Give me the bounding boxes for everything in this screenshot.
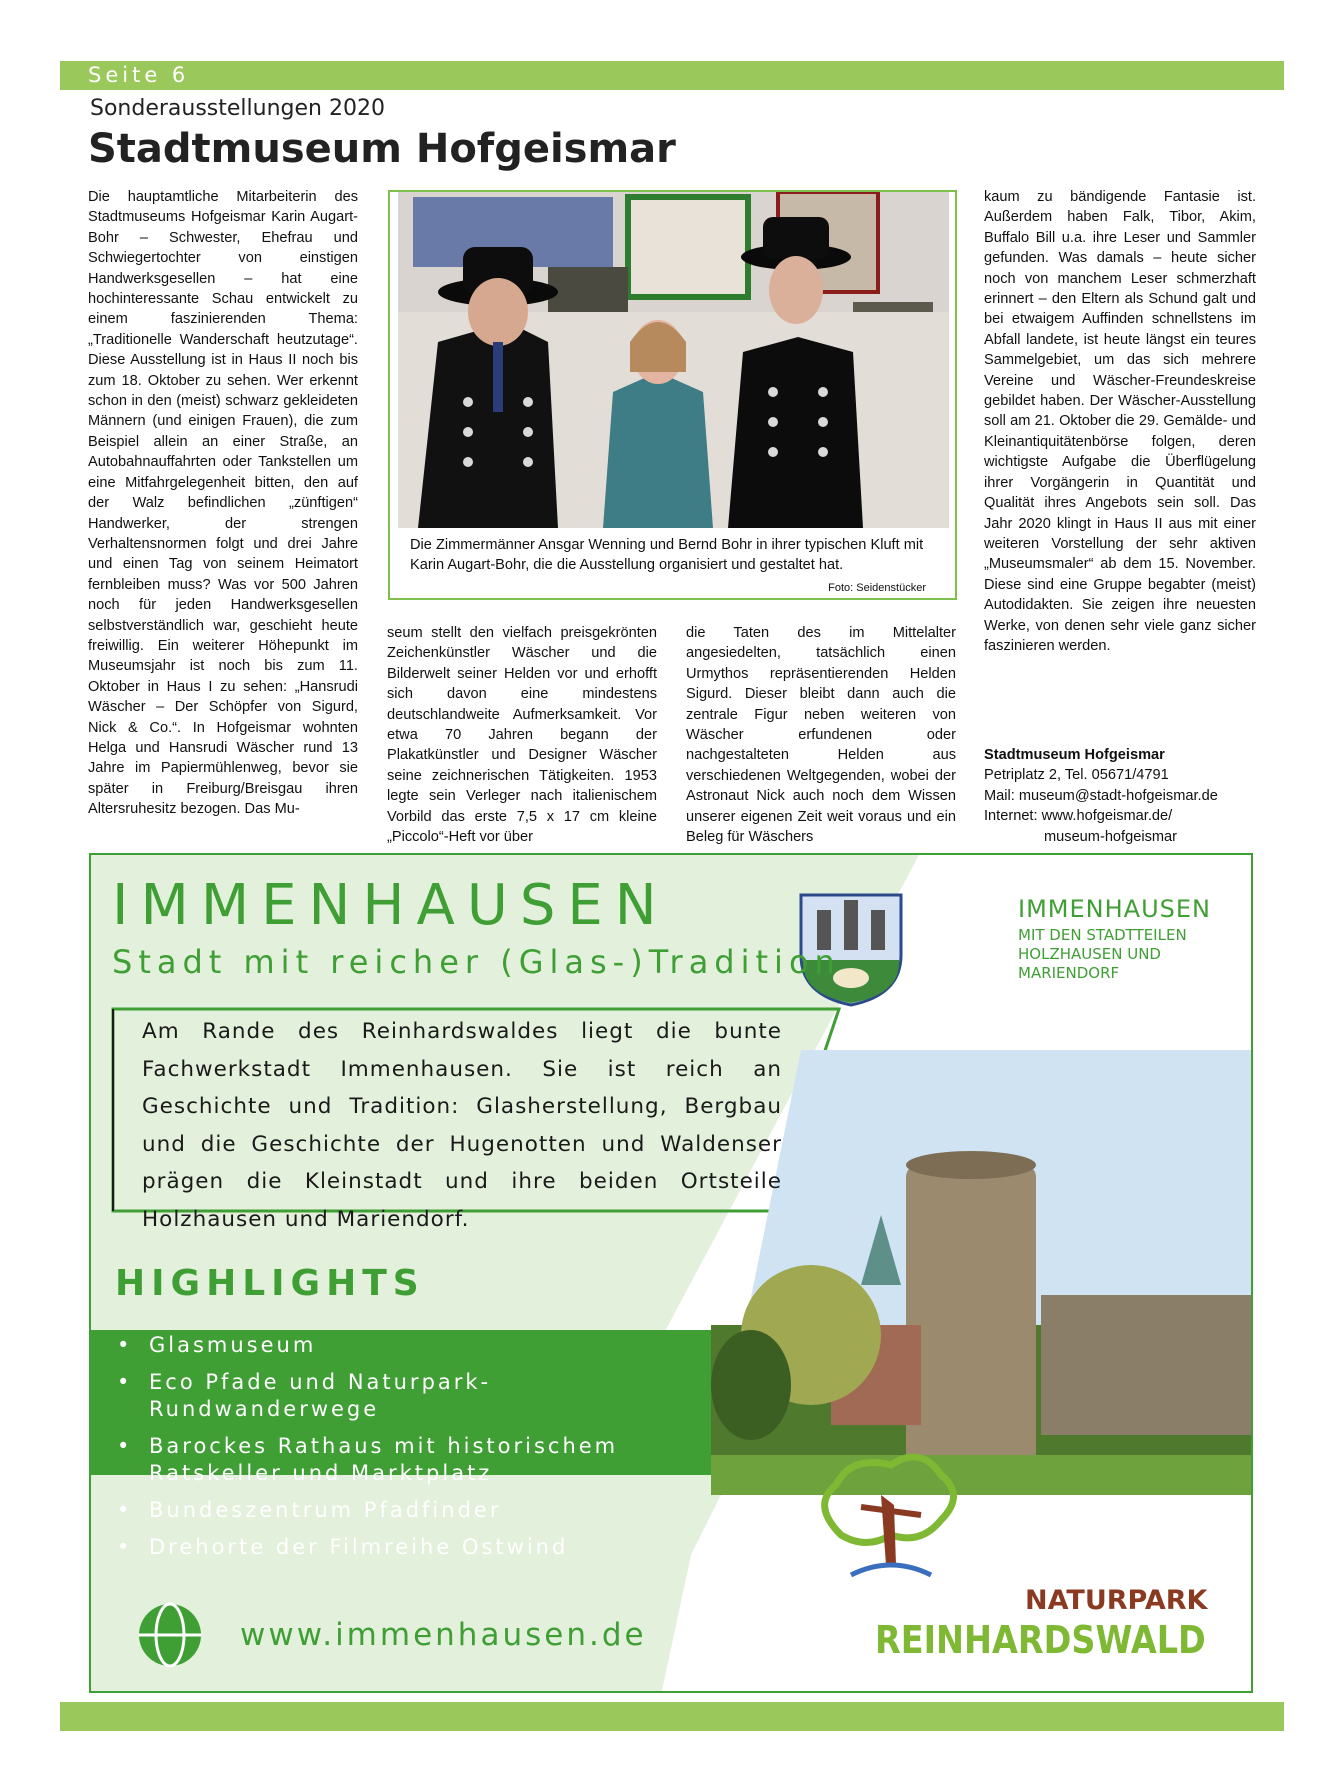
photo-illustration bbox=[398, 192, 949, 528]
photo-caption: Die Zimmermänner Ansgar Wenning und Bernd Bohr in ihrer typischen Kluft mit Karin Augart-Bohr, die die Ausstellung organisiert und gestaltet hat. bbox=[410, 537, 924, 574]
ad-title: IMMENHAUSEN bbox=[112, 873, 669, 938]
naturpark-title: NATURPARK bbox=[1025, 1585, 1208, 1616]
article-title: Stadtmuseum Hofgeismar bbox=[88, 126, 676, 172]
highlights-title: HIGHLIGHTS bbox=[115, 1263, 425, 1304]
ad-intro-text: Am Rande des Reinhardswaldes liegt die bunte Fachwerkstadt Immenhausen. Sie ist reich an Geschichte und Tradition: Glasherstellung, Bergbau und die Geschichte der Hugenotten und Waldenser prägen die Kleinstadt und ihre beiden Ortsteile Holzhausen und Mariendorf. bbox=[142, 1019, 782, 1232]
photo-carpenters bbox=[398, 192, 949, 528]
article-kicker: Sonderausstellungen 2020 bbox=[90, 96, 385, 121]
tower-photo bbox=[711, 1050, 1253, 1495]
naturpark-name: REINHARDSWALD bbox=[875, 1618, 1206, 1662]
contact-name: Stadtmuseum Hofgeismar bbox=[984, 747, 1165, 763]
article-column-2: seum stellt den vielfach preisgekrönten Zeichenkünstler Wäscher und die Bilderwelt seiner Helden vor und erhofft sich davon eine mindestens deutschlandweite Aufmerksamkeit. Vor etwa 70 Jahren begann der Plakatkünstler und Designer Wäscher seine zeichnerischen Tätigkeiten. 1953 legte sein Verleger nach italienischem Vorbild das erste 7,5 x 17 cm kleine „Piccolo“-Heft vor über bbox=[387, 625, 657, 846]
page-header-bar bbox=[60, 61, 1284, 90]
photo-credit: Foto: Seidenstücker bbox=[828, 582, 926, 594]
page-footer-bar bbox=[60, 1702, 1284, 1731]
highlight-item: • Barockes Rathaus mit historischem Ratskeller und Marktplatz bbox=[117, 1433, 637, 1487]
logo-city-name: IMMENHAUSEN bbox=[1018, 895, 1211, 923]
article-column-4: kaum zu bändigende Fantasie ist. Außerdem haben Falk, Tibor, Akim, Buffalo Bill u.a. ihre Leser und Sammler gefunden. Was damals – heute sicher noch von manchem Leser schmerzhaft erinnert – den Eltern als Schund galt und bei etwaigem Auffinden schnellstens im Abfall landete, ist heute längst ein teures Sammelgebiet, um das sich mehrere Vereine und Wäscher-Freundeskreise gebildet haben. Der Wäscher-Ausstellung soll am 21. Oktober die 29. Gemälde- und Kleinantiquitätenbörse folgen, deren wichtigste Aufgabe die Überflügelung ihrer Vorgängerin in Quantität und Qualität ihres Angebots sein soll. Das Jahr 2020 klingt in Haus II aus mit einer weiteren Vorstellung der sehr aktiven „Museumsmaler“ ab dem 15. November. Diese sind eine Gruppe begabter (meist) Autodidakten. Sie zeigen ihre neuesten Werke, von denen sehr viele ganz sicher faszinieren werden. bbox=[984, 189, 1256, 654]
museum-contact bbox=[984, 745, 1256, 847]
highlights-list bbox=[117, 1332, 637, 1571]
contact-mail[interactable]: Mail: museum@stadt-hofgeismar.de bbox=[984, 787, 1218, 804]
ad-subtitle: Stadt mit reicher (Glas-)Tradition bbox=[112, 943, 841, 981]
article-column-3: die Taten des im Mittelalter angesiedelten, tatsächlich einen Urmythos repräsentierenden Helden Sigurd. Dieser bleibt dann auch die zentrale Figur neben weiteren von Wäscher erfundenen oder nachgestalteten Helden aus verschiedenen Weltgegenden, wobei der Astronaut Nick auch noch dem Wissen unserer eigenen Zeit weit voraus und ein Beleg für Wäschers bbox=[686, 625, 956, 846]
highlight-item: • Glasmuseum bbox=[117, 1332, 637, 1359]
article-column-1: Die hauptamtliche Mitarbeiterin des Stadtmuseums Hofgeismar Karin Augart-Bohr – Schwester, Ehefrau und Schwiegertochter von einstigen Handwerksgesellen – hat eine hochinteressante Schau entwickelt zu einem faszinierenden Thema: „Traditionelle Wanderschaft heutzutage“. Diese Ausstellung ist in Haus II noch bis zum 18. Oktober zu sehen. Wer erkennt schon in den (meist) schwarz gekleideten Männern (und einigen Frauen), die zum Beispiel allein an einer Straße, an Autobahnauffahrten oder Tankstellen um eine Mitfahrgelegenheit bitten, den auf der Walz befindlichen „zünftigen“ Handwerker, der strengen Verhaltensnormen folgt und drei Jahre und einen Tag von seinem Heimatort fernbleiben muss? Was vor 500 Jahren noch für jeden Handwerksgesellen selbstverständlich war, geschieht heute freiwillig. Ein weiterer Höhepunkt im Museumsjahr ist noch bis zum 11. Oktober in Haus I zu sehen: „Hansrudi Wäscher – Der Schöpfer von Sigurd, Nick & Co.“. In Hofgeismar wohnten Helga und Hansrudi Wäscher rund 13 Jahre im Papiermühlenweg, bevor sie später in Freiburg/Breisgau ihren Altersruhesitz bezogen. Das Mu- bbox=[88, 189, 358, 818]
website-link[interactable]: www.immenhausen.de bbox=[240, 1617, 647, 1653]
highlight-item: • Drehorte der Filmreihe Ostwind bbox=[117, 1534, 637, 1561]
logo-city-subtitle: MIT DEN STADTTEILEN HOLZHAUSEN UND MARIENDORF bbox=[1018, 926, 1187, 982]
highlight-item: • Bundeszentrum Pfadfinder bbox=[117, 1497, 637, 1524]
www-icon bbox=[139, 1604, 201, 1666]
highlight-item: • Eco Pfade und Naturpark-Rundwanderwege bbox=[117, 1369, 537, 1423]
contact-internet[interactable]: Internet: www.hofgeismar.de/ bbox=[984, 808, 1173, 825]
contact-internet-path[interactable]: museum-hofgeismar bbox=[1044, 828, 1178, 845]
contact-address: Petriplatz 2, Tel. 05671/4791 bbox=[984, 767, 1169, 784]
page-number: Seite 6 bbox=[88, 63, 190, 87]
